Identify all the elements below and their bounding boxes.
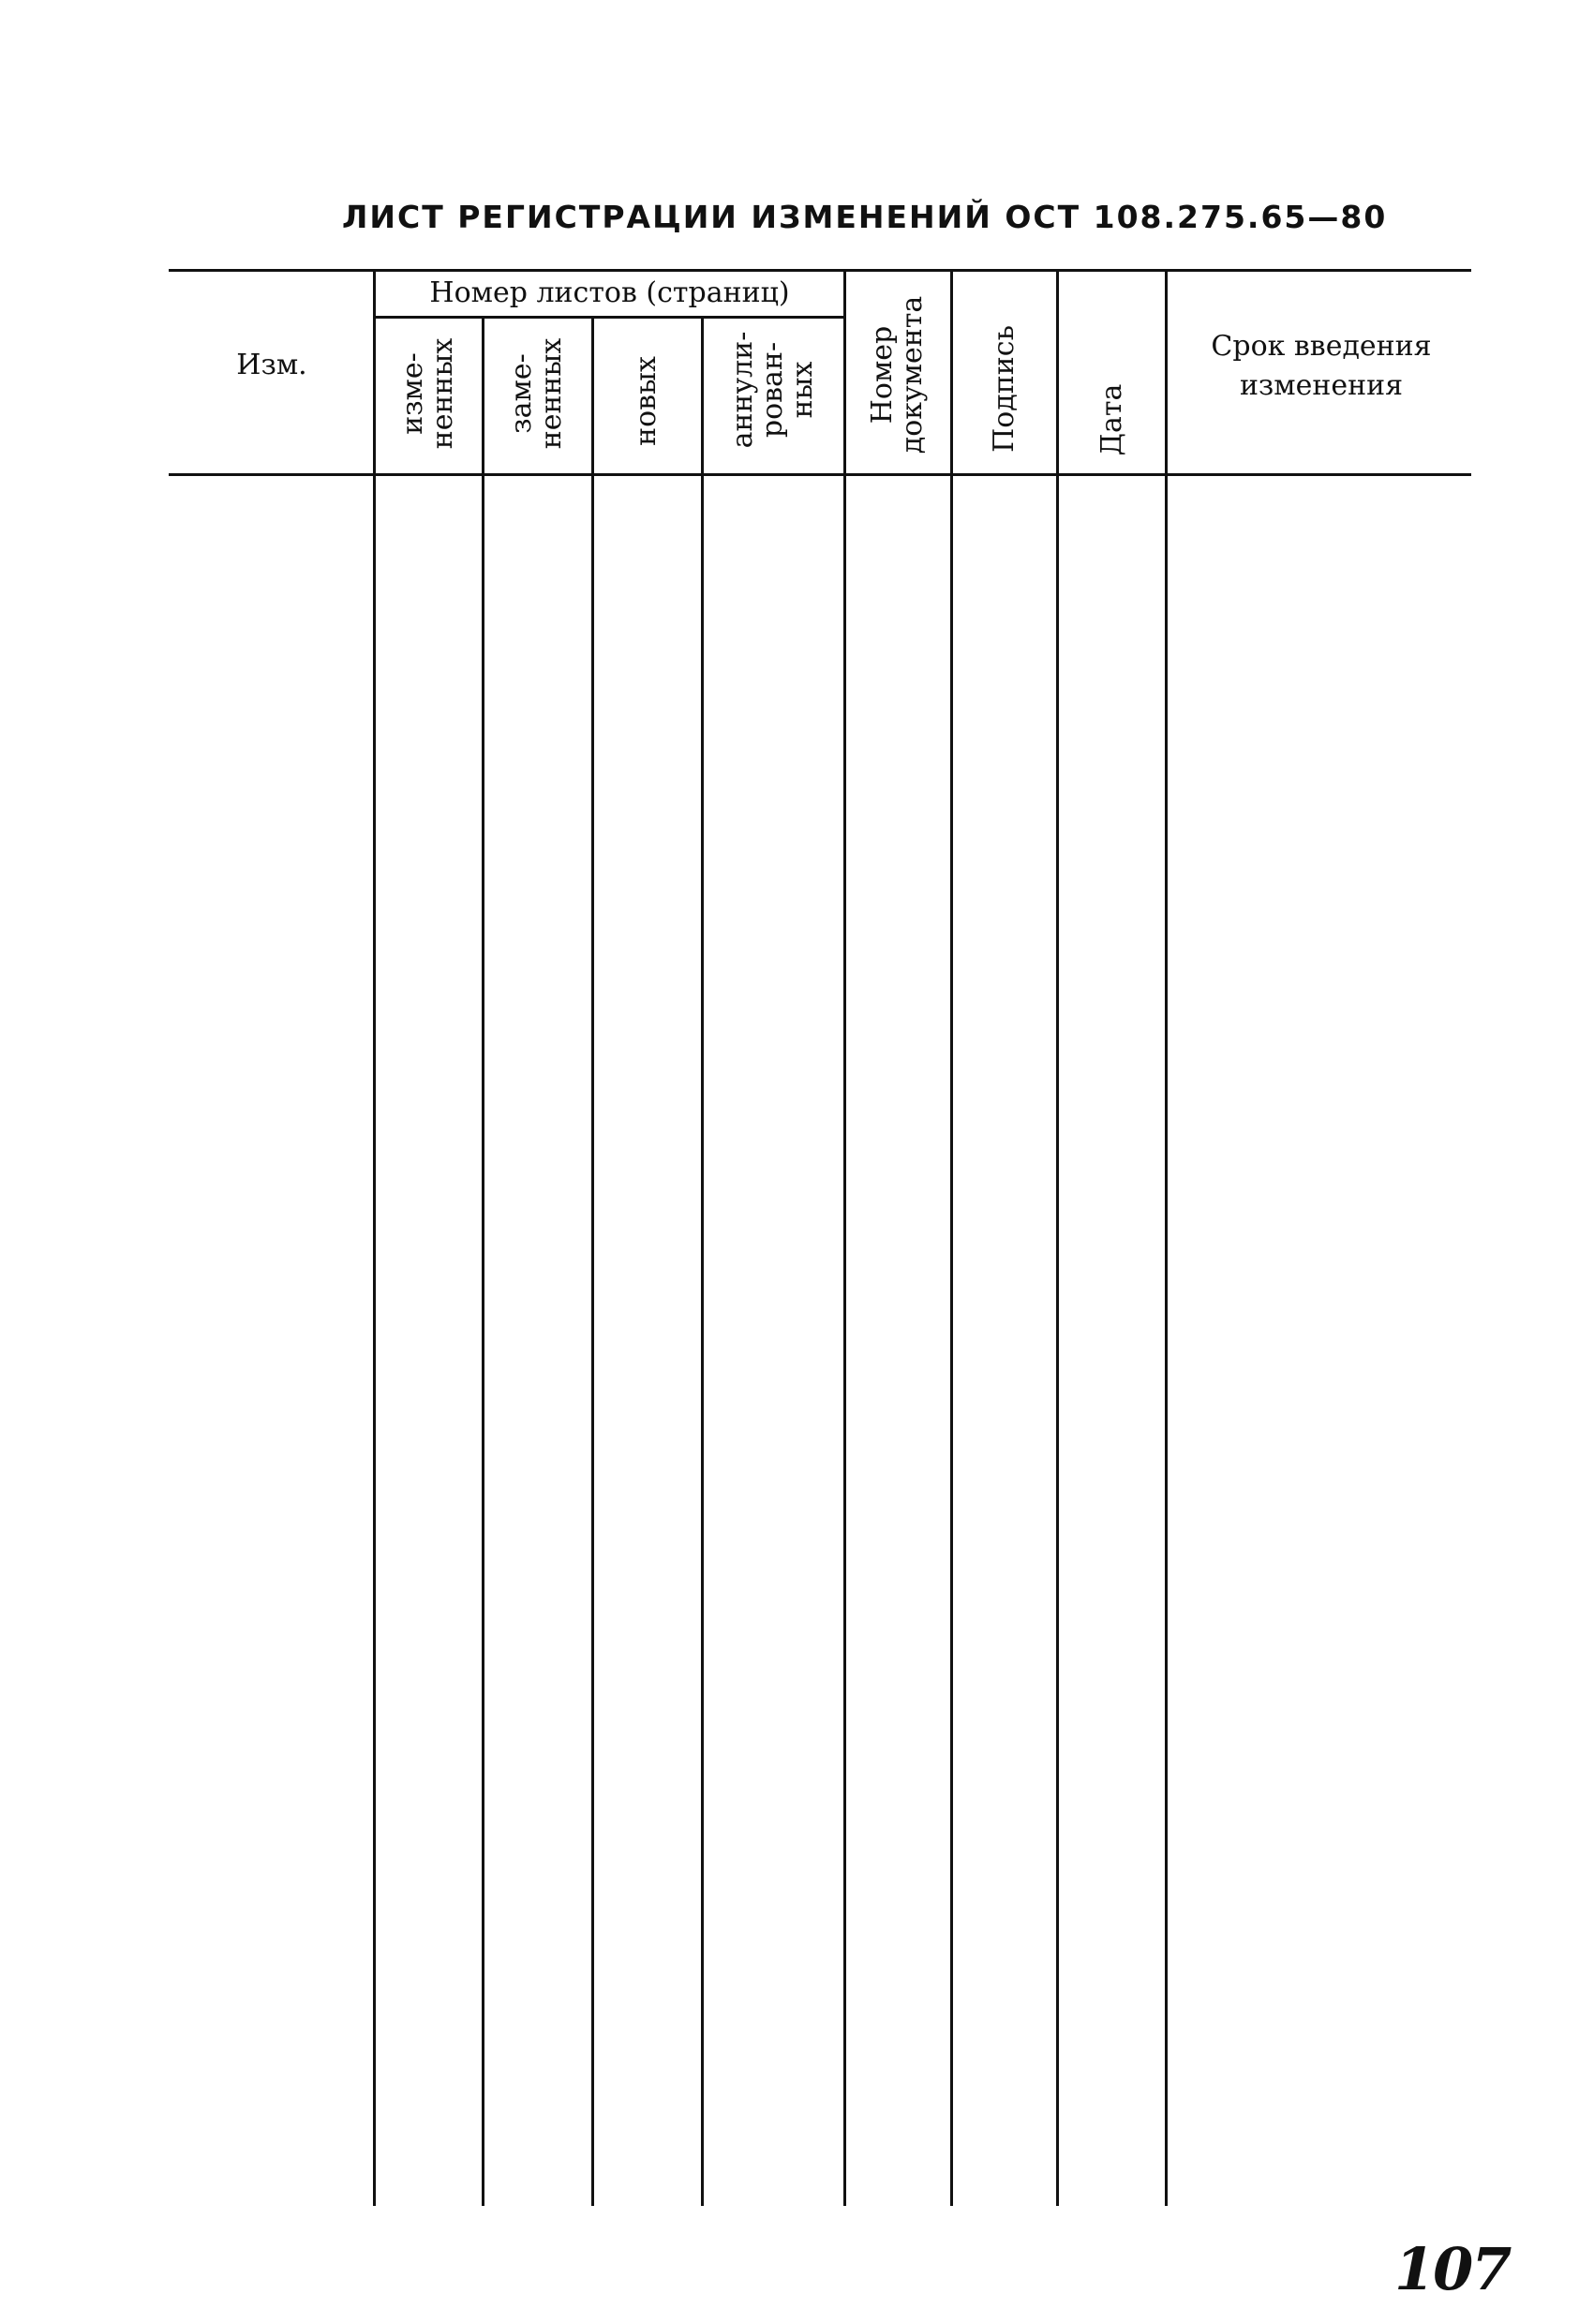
header-annulled-line-3: ных [786, 361, 819, 419]
column-divider-6 [950, 269, 953, 2206]
column-divider-7 [1056, 269, 1059, 2206]
column-divider-4 [701, 319, 704, 2206]
header-deadline-line-2: изменения [1239, 369, 1404, 402]
header-replaced-line-1: заме- [505, 353, 538, 434]
header-replaced [507, 338, 567, 450]
header-new-line: новых [630, 356, 663, 446]
header-doc-number [868, 296, 928, 454]
page-number: 107 [1394, 2235, 1511, 2303]
header-date-line: Дата [1095, 383, 1128, 456]
header-bottom-border [169, 473, 1471, 476]
header-doc-number-line-1: Номер [866, 325, 899, 425]
header-doc-number-line-2: документа [896, 295, 929, 454]
header-signature [990, 325, 1020, 453]
header-deadline [1171, 330, 1471, 403]
header-changed [398, 338, 458, 450]
table-top-border [169, 269, 1471, 272]
header-changed-line-1: изме- [396, 352, 429, 435]
column-divider-2 [482, 319, 484, 2206]
header-deadline-line-1: Срок введения [1211, 330, 1432, 363]
header-replaced-line-2: ненных [535, 337, 568, 450]
header-changed-line-2: ненных [426, 337, 459, 450]
header-date [1097, 384, 1127, 456]
column-divider-1 [373, 269, 376, 2206]
page-title: ЛИСТ РЕГИСТРАЦИИ ИЗМЕНЕНИЙ ОСТ 108.275.65—80 [342, 199, 1388, 235]
header-izm: Изм. [236, 349, 307, 381]
column-divider-8 [1165, 269, 1168, 2206]
header-annulled [728, 332, 818, 449]
column-divider-3 [591, 319, 594, 2206]
header-new [632, 356, 662, 446]
header-annulled-line-1: аннули- [726, 331, 759, 449]
group-header-underline [375, 316, 845, 319]
column-divider-5 [843, 269, 846, 2206]
header-signature-line: Подпись [988, 325, 1020, 453]
header-sheet-numbers: Номер листов (страниц) [429, 276, 790, 309]
header-annulled-line-2: рован- [756, 341, 789, 439]
